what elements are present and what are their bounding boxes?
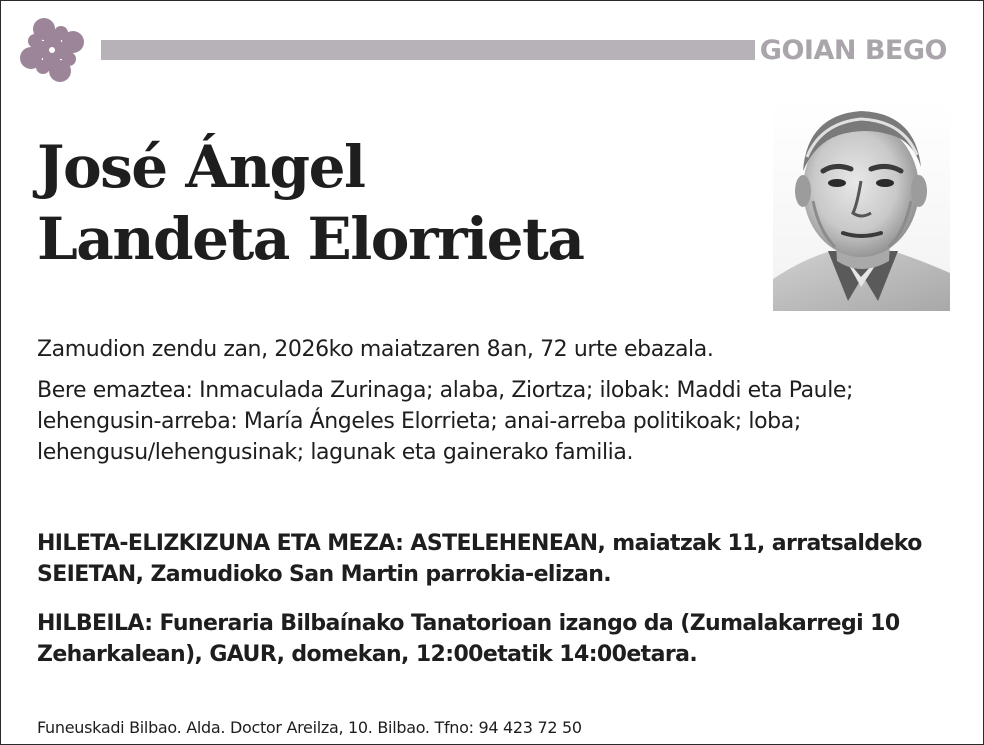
deceased-first-name: José Ángel [37, 133, 365, 201]
death-announcement: Zamudion zendu zan, 2026ko maiatzaren 8an, 72 urte ebazala. [37, 337, 714, 362]
vigil-details: HILBEILA: Funeraria Bilbaínako Tanatorioan izango da (Zumalakarregi 10 Zeharkalean), GAUR, domekan, 12:00etatik 14:00etara. [37, 611, 900, 667]
deceased-name [37, 131, 583, 275]
portrait-photo [773, 101, 950, 311]
header-label: GOIAN BEGO [759, 35, 947, 66]
family-list: Bere emaztea: Inmaculada Zurinaga; alaba, Ziortza; ilobak: Maddi eta Paule; lehengusin-arreba: María Ángeles Elorrieta; anai-arreba politikoak; loba; lehengusu/lehengusinak; lagunak eta gainerako familia. [37, 378, 854, 465]
funeral-details: HILETA-ELIZKIZUNA ETA MEZA: ASTELEHENEAN, maiatzak 11, arratsaldeko SEIETAN, Zamudioko San Martin parrokia-elizan. [37, 531, 922, 587]
funeral-home-info: Funeuskadi Bilbao. Alda. Doctor Areilza, 10. Bilbao. Tfno: 94 423 72 50 [37, 718, 582, 737]
deceased-surname: Landeta Elorrieta [37, 205, 584, 273]
lauburu-icon [15, 13, 89, 87]
header-divider-bar [101, 40, 755, 60]
